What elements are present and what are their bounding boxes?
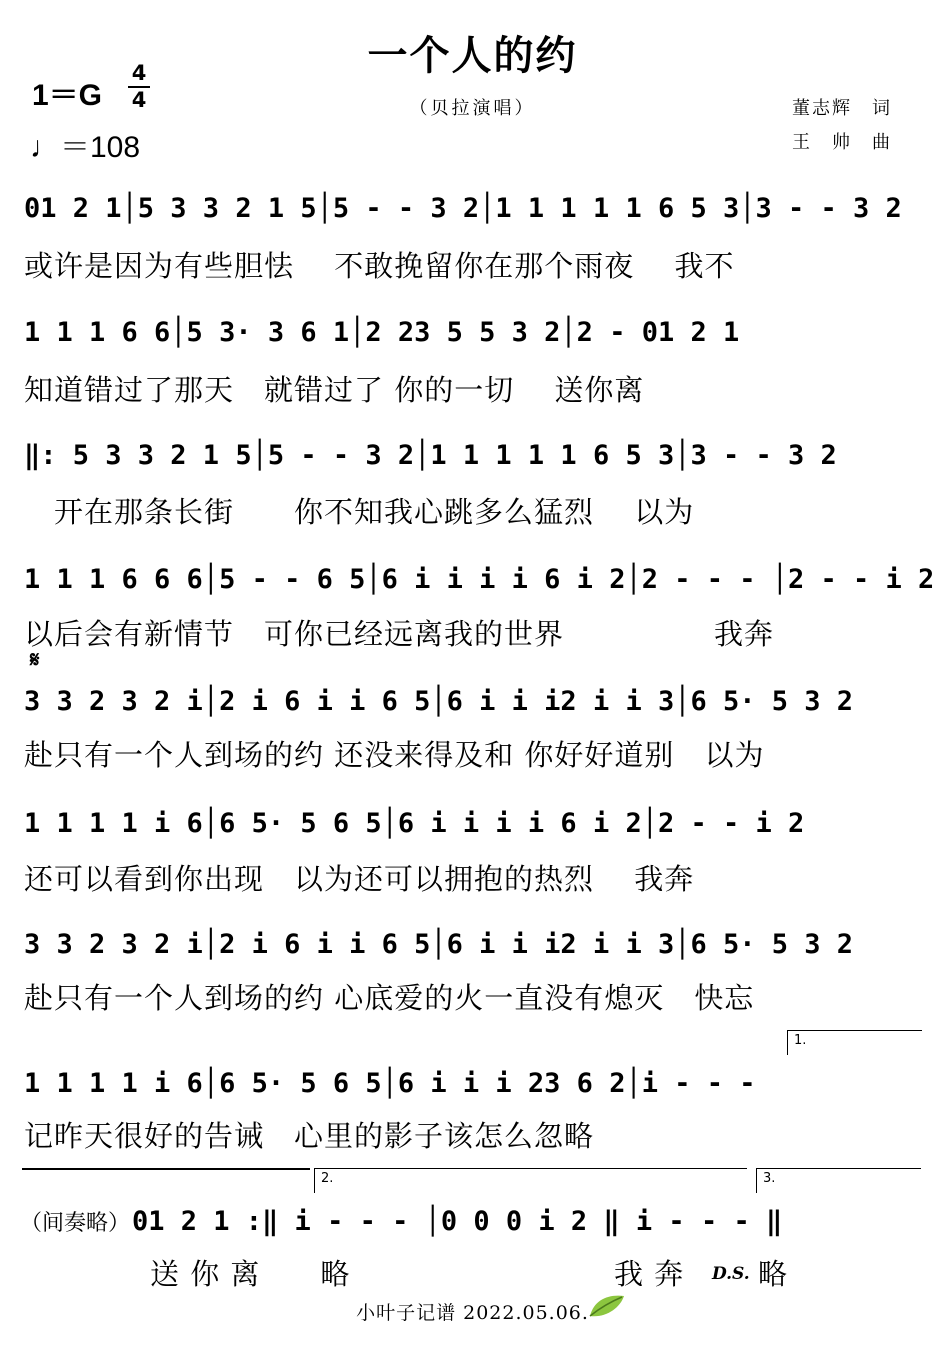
notation-line-8: 1 1 1 1 i 6│6 5· 5 6 5│6 i i i 23 6 2│i - - - — [24, 1068, 756, 1099]
notation-line-4: 1 1 1 6 6 6│5 - - 6 5│6 i i i i 6 i 2│2 - - - │2 - - i 2 — [24, 564, 935, 595]
lyric-line-6: 还可以看到你出现 以为还可以拥抱的热烈 我奔 — [24, 862, 695, 896]
lyric-line-3: 开在那条长街 你不知我心跳多么猛烈 以为 — [24, 495, 695, 529]
notation-line-9: 01 2 1 :‖ i - - - │0 0 0 i 2 ‖ i - - - ‖ — [132, 1206, 783, 1237]
notation-line-3: ‖: 5 3 3 2 1 5│5 - - 3 2│1 1 1 1 1 6 5 3│3 - - 3 2 — [24, 440, 837, 471]
transcriber-footer: 小叶子记谱 2022.05.06. — [356, 1302, 589, 1324]
volta-2: 2. — [314, 1168, 747, 1193]
composer-credit: 王 帅 曲 — [792, 132, 892, 153]
lyric-line-2: 知道错过了那天 就错过了 你的一切 送你离 — [24, 373, 645, 407]
time-signature — [128, 62, 150, 112]
lyric-line-8: 记昨天很好的告诫 心里的影子该怎么忽略 — [24, 1119, 595, 1153]
notation-line-7: 3 3 2 3 2 i│2 i 6 i i 6 5│6 i i i2 i i 3│6 5· 5 3 2 — [24, 929, 854, 960]
lyric-line-9b: 我 奔 — [614, 1257, 685, 1291]
notation-line-6: 1 1 1 1 i 6│6 5· 5 6 5│6 i i i i 6 i 2│2 - - i 2 — [24, 808, 805, 839]
volta-3: 3. — [756, 1168, 921, 1193]
lyric-line-1: 或许是因为有些胆怯 不敢挽留你在那个雨夜 我不 — [24, 249, 735, 283]
tempo-mark: ♩＝108 — [30, 131, 141, 164]
singer-credit: （贝拉演唱） — [409, 98, 536, 119]
key-signature: 1＝G — [32, 79, 103, 112]
segno-sign: 𝄋 — [30, 648, 40, 673]
time-signature-top: 4 — [131, 61, 147, 85]
time-signature-bottom: 4 — [131, 88, 147, 112]
notation-line-2: 1 1 1 6 6│5 3· 3 6 1│2 23 5 5 3 2│2 - 01 2 1 — [24, 317, 740, 348]
lyric-line-9a: 送 你 离 略 — [150, 1257, 351, 1291]
bracket-line — [22, 1168, 310, 1170]
interlude-note: （间奏略） — [20, 1211, 131, 1236]
song-title: 一个人的约 — [367, 33, 578, 79]
lyric-line-4: 以后会有新情节 可你已经远离我的世界 我奔 — [24, 617, 775, 651]
dal-segno-mark: D.S. — [712, 1264, 750, 1284]
lyric-line-7: 赴只有一个人到场的约 心底爱的火一直没有熄灭 快忘 — [24, 981, 755, 1015]
leaf-icon — [586, 1290, 628, 1320]
volta-1: 1. — [787, 1030, 922, 1055]
notation-line-5: 3 3 2 3 2 i│2 i 6 i i 6 5│6 i i i2 i i 3│6 5· 5 3 2 — [24, 686, 854, 717]
notation-line-1: 01 2 1│5 3 3 2 1 5│5 - - 3 2│1 1 1 1 1 6 5 3│3 - - 3 2 — [24, 193, 902, 224]
lyric-line-5: 赴只有一个人到场的约 还没来得及和 你好好道别 以为 — [24, 738, 765, 772]
lyricist-credit: 董志辉 词 — [792, 98, 892, 119]
lyric-line-9c: 略 — [758, 1257, 789, 1291]
